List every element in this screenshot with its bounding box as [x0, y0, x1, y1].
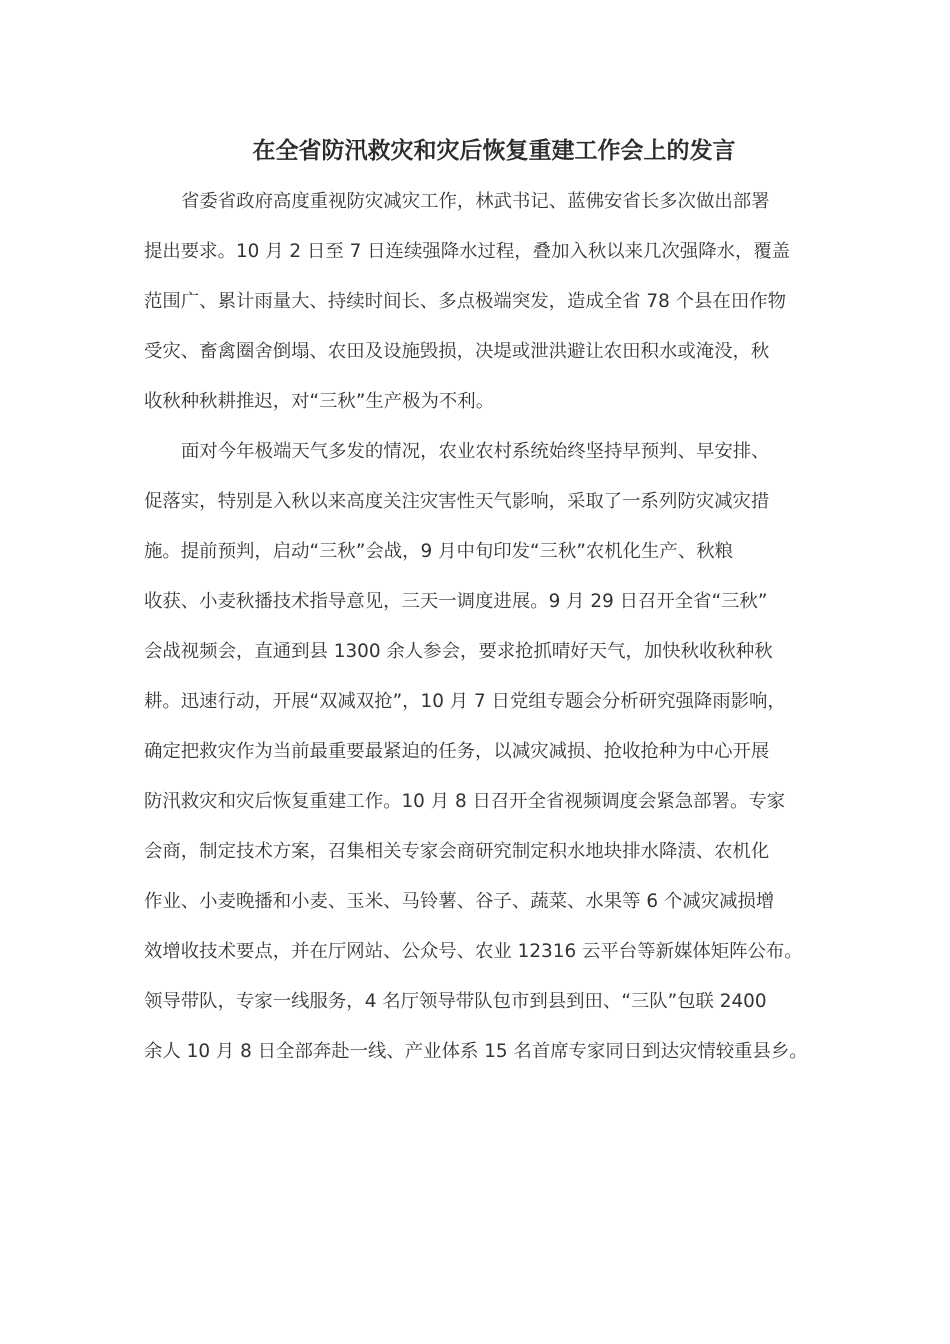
text-line: 防汛救灾和灾后恢复重建工作。10 月 8 日召开全省视频调度会紧急部署。专家: [144, 791, 786, 812]
text-line: 会商，制定技术方案，召集相关专家会商研究制定积水地块排水降渍、农机化: [144, 841, 770, 862]
text-line: 施。提前预判，启动“三秋”会战，9 月中旬印发“三秋”农机化生产、秋粮: [144, 541, 733, 562]
paragraph-1: [144, 182, 824, 432]
text-line: 耕。迅速行动，开展“双减双抢”，10 月 7 日党组专题会分析研究强降雨影响，: [144, 691, 786, 712]
text-line: 受灾、畜禽圈舍倒塌、农田及设施毁损，决堤或泄洪避让农田积水或淹没，秋: [144, 341, 770, 362]
text-line: 收获、小麦秋播技术指导意见，三天一调度进展。9 月 29 日召开全省“三秋”: [144, 591, 768, 612]
text-line: 范围广、累计雨量大、持续时间长、多点极端突发，造成全省 78 个县在田作物: [144, 291, 786, 312]
page-title: 在全省防汛救灾和灾后恢复重建工作会上的发言: [252, 138, 736, 164]
text-line: 确定把救灾作为当前最重要最紧迫的任务，以减灾减损、抢收抢种为中心开展: [144, 741, 770, 762]
text-line: 省委省政府高度重视防灾减灾工作，林武书记、蓝佛安省长多次做出部署: [181, 191, 770, 212]
text-line: 余人 10 月 8 日全部奔赴一线、产业体系 15 名首席专家同日到达灾情较重县乡。: [144, 1041, 808, 1062]
text-line: 收秋种秋耕推迟，对“三秋”生产极为不利。: [144, 391, 495, 412]
text-line: 效增收技术要点，并在厅网站、公众号、农业 12316 云平台等新媒体矩阵公布。: [144, 941, 803, 962]
document-body: [144, 182, 824, 1082]
text-line: 会战视频会，直通到县 1300 余人参会，要求抢抓晴好天气，加快秋收秋种秋: [144, 641, 773, 662]
paragraph-2: [144, 432, 824, 1082]
text-line: 领导带队，专家一线服务，4 名厅领导带队包市到县到田、“三队”包联 2400: [144, 991, 767, 1012]
text-line: 促落实，特别是入秋以来高度关注灾害性天气影响，采取了一系列防灾减灾措: [144, 491, 770, 512]
text-line: 提出要求。10 月 2 日至 7 日连续强降水过程，叠加入秋以来几次强降水，覆盖: [144, 241, 791, 262]
text-line: 作业、小麦晚播和小麦、玉米、马铃薯、谷子、蔬菜、水果等 6 个减灾减损增: [144, 891, 775, 912]
text-line: 面对今年极端天气多发的情况，农业农村系统始终坚持早预判、早安排、: [181, 441, 770, 462]
